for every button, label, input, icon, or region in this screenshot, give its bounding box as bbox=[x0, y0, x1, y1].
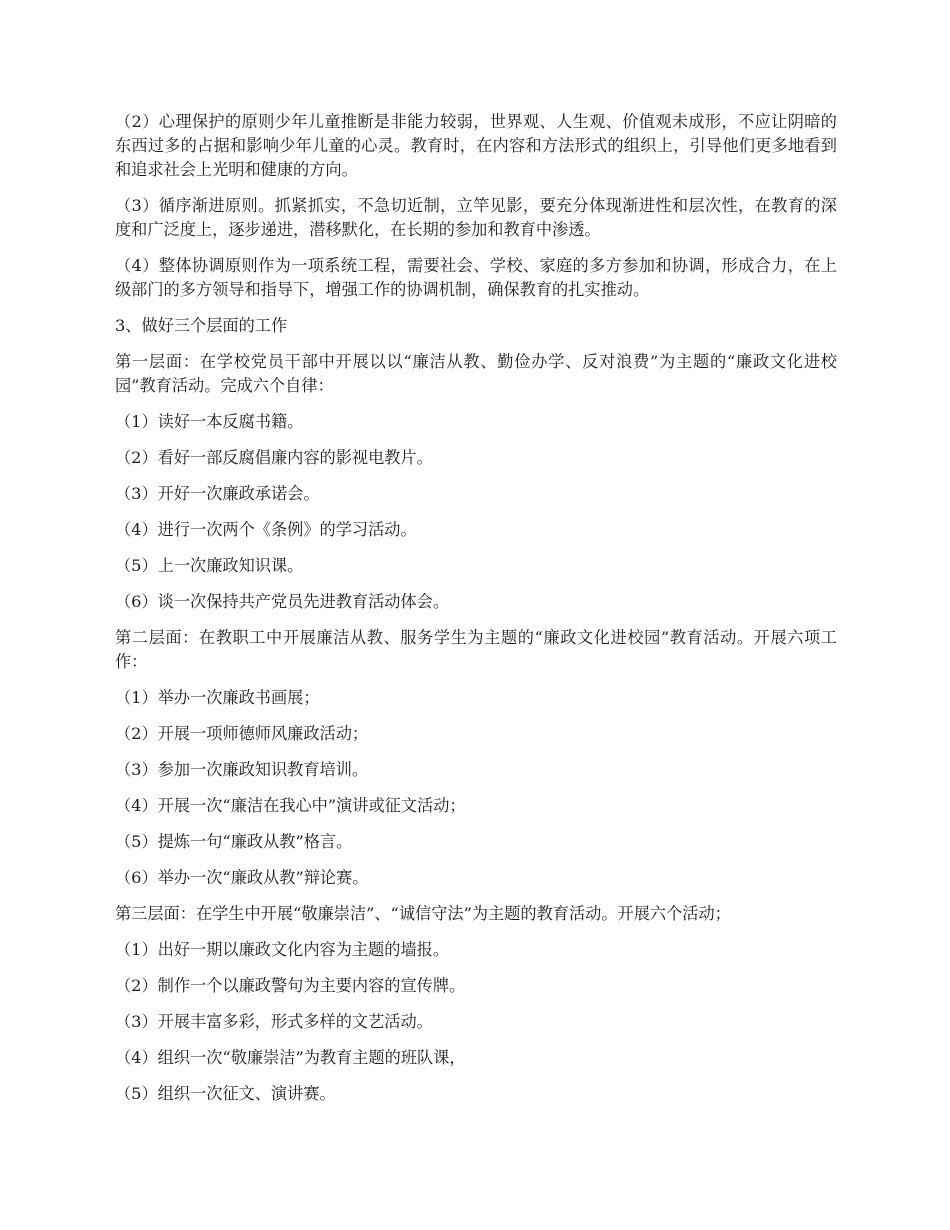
list-item: （5）提炼一句“廉政从教”格言。 bbox=[115, 832, 353, 851]
list-item: （2）开展一项师德师风廉政活动； bbox=[115, 724, 369, 743]
list-item: （1）出好一期以廉政文化内容为主题的墙报。 bbox=[115, 940, 450, 959]
list-item: （3）开好一次廉政承诺会。 bbox=[115, 484, 320, 503]
document-page bbox=[115, 110, 837, 1118]
paragraph-level-one: 第一层面：在学校党员干部中开展以以“廉洁从教、勤俭办学、反对浪费”为主题的“廉政文化进校园”教育活动。完成六个自律： bbox=[115, 352, 837, 395]
list-item: （4）组织一次“敬廉崇洁”为教育主题的班队课， bbox=[115, 1048, 466, 1067]
list-item: （6）举办一次“廉政从教”辩论赛。 bbox=[115, 868, 369, 887]
list-item: （5）上一次廉政知识课。 bbox=[115, 556, 304, 575]
list-item: （2）看好一部反腐倡廉内容的影视电教片。 bbox=[115, 448, 433, 467]
paragraph-gradual-principle: （3）循序渐进原则。抓紧抓实，不急切近制，立竿见影，要充分体现渐进性和层次性，在教育的深度和广泛度上，逐步递进，潜移默化，在长期的参加和教育中渗透。 bbox=[115, 196, 837, 239]
list-item: （6）谈一次保持共产党员先进教育活动体会。 bbox=[115, 592, 450, 611]
paragraph-level-two: 第二层面：在教职工中开展廉洁从教、服务学生为主题的“廉政文化进校园”教育活动。开展六项工作： bbox=[115, 628, 837, 671]
list-item: （4）进行一次两个《条例》的学习活动。 bbox=[115, 520, 417, 539]
paragraph-coordination-principle: （4）整体协调原则作为一项系统工程，需要社会、学校、家庭的多方参加和协调，形成合力，在上级部门的多方领导和指导下，增强工作的协调机制，确保教育的扎实推动。 bbox=[115, 256, 837, 299]
list-item: （5）组织一次征文、演讲赛。 bbox=[115, 1084, 336, 1103]
list-item: （3）开展丰富多彩，形式多样的文艺活动。 bbox=[115, 1012, 433, 1031]
list-item: （3）参加一次廉政知识教育培训。 bbox=[115, 760, 369, 779]
paragraph-psychological-protection: （2）心理保护的原则少年儿童推断是非能力较弱，世界观、人生观、价值观未成形，不应让阴暗的东西过多的占据和影响少年儿童的心灵。教育时，在内容和方法形式的组织上，引导他们更多地看到和追求社会上光明和健康的方向。 bbox=[115, 112, 837, 179]
list-item: （4）开展一次“廉洁在我心中”演讲或征文活动； bbox=[115, 796, 466, 815]
paragraph-level-three: 第三层面：在学生中开展“敬廉崇洁”、“诚信守法”为主题的教育活动。开展六个活动； bbox=[115, 904, 731, 923]
section-heading-three-levels: 3、做好三个层面的工作 bbox=[115, 316, 288, 335]
list-item: （2）制作一个以廉政警句为主要内容的宣传牌。 bbox=[115, 976, 466, 995]
list-item: （1）读好一本反腐书籍。 bbox=[115, 412, 304, 431]
list-item: （1）举办一次廉政书画展； bbox=[115, 688, 320, 707]
